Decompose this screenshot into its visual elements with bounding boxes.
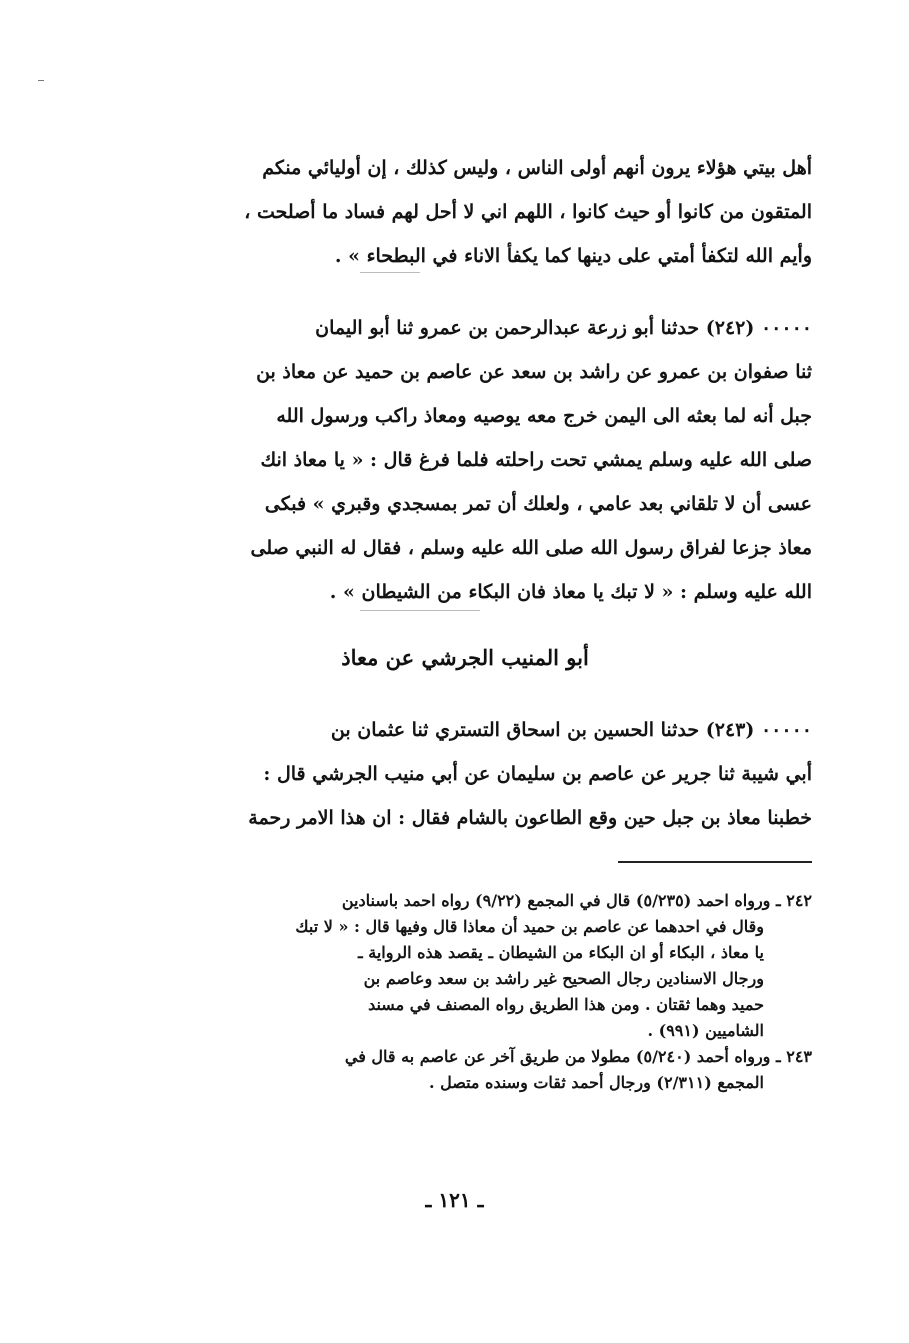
text-line: ۰۰۰۰۰ (٢٤٣) حدثنا الحسين بن اسحاق التستري ثنا عثمان بن [330, 719, 812, 741]
text-line: الله عليه وسلم : « لا تبك يا معاذ فان البكاء من الشيطان » . [329, 581, 812, 603]
footnote-divider [618, 861, 812, 863]
footnote-242 [118, 888, 812, 1044]
text-line: وأيم الله لتكفأ أمتي على دينها كما يكفأ الاناء في البطحاء » . [334, 245, 812, 267]
footnote-243 [118, 1044, 812, 1096]
paragraph-243 [118, 708, 812, 840]
text-line: أهل بيتي هؤلاء يرون أنهم أولى الناس ، وليس كذلك ، إن أوليائي منكم [262, 157, 812, 179]
footnote-line: حميد وهما ثقتان . ومن هذا الطريق رواه المصنف في مسند [368, 995, 764, 1014]
scan-speck [38, 80, 44, 81]
scan-speck [360, 272, 420, 273]
footnote-line: وقال في احدهما عن عاصم بن حميد أن معاذا قال وفيها قال : « لا تبك [295, 917, 764, 936]
text-line: ثنا صفوان بن عمرو عن راشد بن سعد عن عاصم بن حميد عن معاذ بن [256, 361, 812, 383]
text-line: المتقون من كانوا أو حيث كانوا ، اللهم اني لا أحل لهم فساد ما أصلحت ، [244, 201, 812, 223]
footnote-line: ٢٤٢ ـ ورواه احمد (٥/٢٣٥) قال في المجمع (٩/٢٢) رواه احمد باسنادين [341, 891, 812, 910]
scan-speck [360, 610, 480, 611]
footnote-line: الشاميين (٩٩١) . [647, 1021, 764, 1040]
text-line: عسى أن لا تلقاني بعد عامي ، ولعلك أن تمر بمسجدي وقبري » فبكى [264, 493, 812, 515]
footnotes [118, 888, 812, 1096]
footnote-line: يا معاذ ، البكاء أو ان البكاء من الشيطان ـ يقصد هذه الرواية ـ [357, 943, 764, 962]
footnote-line: المجمع (٢/٣١١) ورجال أحمد ثقات وسنده متصل . [428, 1073, 764, 1092]
footnote-line: ورجال الاسنادين رجال الصحيح غير راشد بن سعد وعاصم بن [363, 969, 764, 988]
text-line: معاذ جزعا لفراق رسول الله صلى الله عليه وسلم ، فقال له النبي صلى [250, 537, 812, 559]
section-heading: أبو المنيب الجرشي عن معاذ [341, 645, 589, 670]
text-line: أبي شيبة ثنا جرير عن عاصم بن سليمان عن أبي منيب الجرشي قال : [263, 763, 812, 785]
text-line: جبل أنه لما بعثه الى اليمن خرج معه يوصيه ومعاذ راكب ورسول الله [276, 405, 812, 427]
text-line: صلى الله عليه وسلم يمشي تحت راحلته فلما فرغ قال : « يا معاذ انك [260, 449, 812, 471]
text-line: ۰۰۰۰۰ (٢٤٢) حدثنا أبو زرعة عبدالرحمن بن عمرو ثنا أبو اليمان [315, 317, 812, 339]
footnote-line: ٢٤٣ ـ ورواه أحمد (٥/٢٤٠) مطولا من طريق آخر عن عاصم به قال في [344, 1047, 812, 1066]
paragraph-242 [118, 306, 812, 614]
paragraph-241-tail [118, 146, 812, 278]
text-line: خطبنا معاذ بن جبل حين وقع الطاعون بالشام فقال : ان هذا الامر رحمة [248, 807, 812, 829]
page-number: ـ ١٢١ ـ [425, 1188, 484, 1212]
